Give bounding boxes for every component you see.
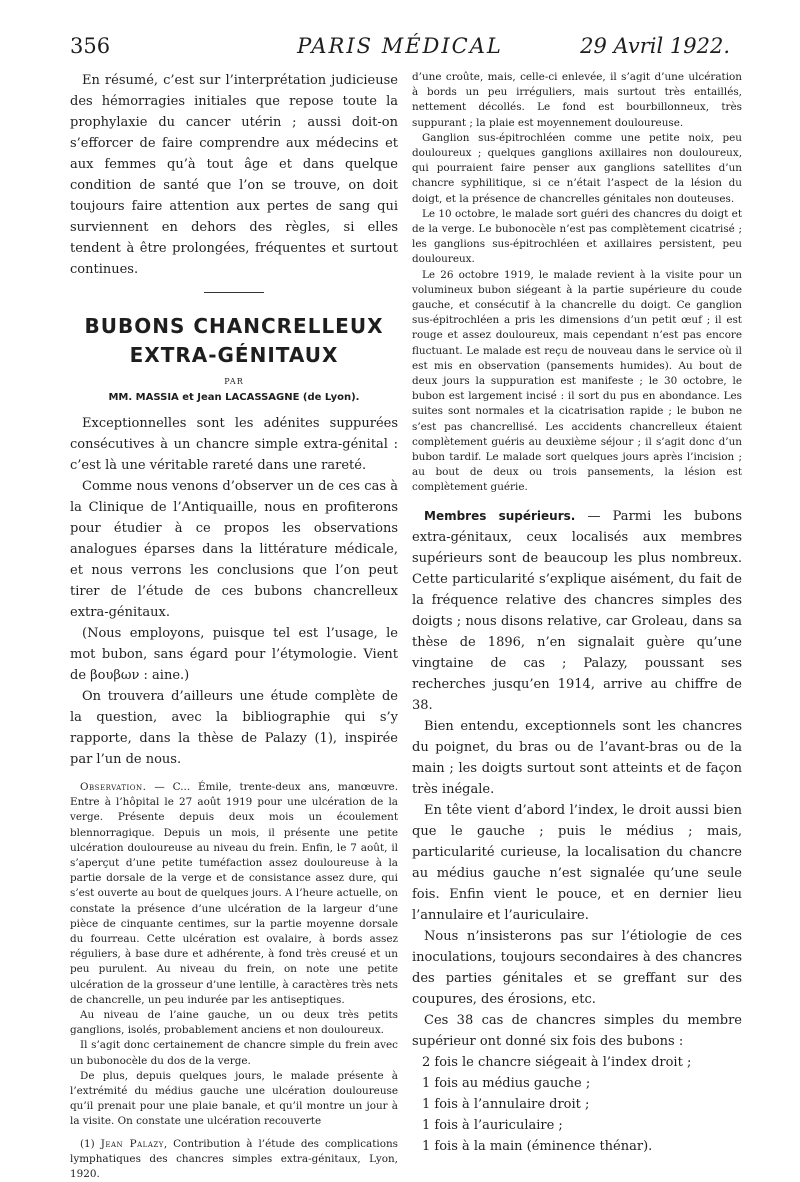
observation-paragraph [70, 780, 398, 1008]
list-item: 2 fois le chancre siégeait à l’index droit ; [422, 1054, 692, 1070]
observation-paragraph: De plus, depuis quelques jours, le malade présente à l’extrémité du médius gauche une ulcération douloureuse qu’il prenait pour une plaie banale, et qu’il montre un jour à la visite. On constate une ulcération recouverte [70, 1069, 398, 1128]
observation-label: Observation. [80, 781, 147, 793]
section-heading: Membres supérieurs. [424, 508, 576, 523]
observation-paragraph: Le 10 octobre, le malade sort guéri des chancres du doigt et de la verge. Le bubonocèle n’est pas complètement cicatrisé ; les ganglions sus-épitrochléen et axillaires persistent, peu douloureux. [412, 207, 742, 266]
article-title-line-1: BUBONS CHANCRELLEUX [84, 314, 384, 338]
right-column [412, 70, 742, 1157]
body-paragraph: Bien entendu, exceptionnels sont les chancres du poignet, du bras ou de l’avant-bras ou de la main ; les doigts surtout sont atteints et de façon très inégale. [412, 718, 742, 797]
footnote [70, 1137, 398, 1182]
journal-title: PARIS MÉDICAL [297, 34, 503, 58]
bubon-case-list [412, 1052, 742, 1157]
page-header [0, 34, 800, 70]
article-title-line-2: EXTRA-GÉNITAUX [129, 343, 339, 367]
footnote-author: Jean Palazy [100, 1137, 164, 1150]
intro-paragraph: En résumé, c’est sur l’interprétation judicieuse des hémorragies initiales que repose toute la prophylaxie du cancer utérin ; aussi doit-on s’efforcer de faire comprendre aux médecins et aux femmes qu’à tout âge et dans quelque condition de santé que l’on se trouve, on doit toujours faire attention aux pertes de sang qui surviennent en dehors des règles, si elles tendent à être prolongées, fréquentes et surtout continues. [70, 73, 398, 277]
body-paragraph: Exceptionnelles sont les adénites suppurées consécutives à un chancre simple extra-génital : c’est là une véritable rareté dans une rareté. [70, 416, 398, 473]
observation-paragraph: Ganglion sus-épitrochléen comme une petite noix, peu douloureux ; quelques ganglions axillaires non douloureux, qui pourraient faire penser aux ganglions satellites d’un chancre syphilitique, si ce n’était l’aspect de la lésion du doigt, et la présence de chancrelles génitales non douteuses. [412, 131, 742, 205]
issue-date: 29 Avril 1922. [580, 34, 730, 58]
article-authors: MM. MASSIA et Jean LACASSAGNE (de Lyon). [108, 392, 360, 403]
footnote-text: , Contribution à l’étude des complications lymphatiques des chancres simples extra-génitaux, Lyon, 1920. [70, 1137, 398, 1181]
observation-paragraph: Au niveau de l’aine gauche, un ou deux très petits ganglions, isolés, probablement anciens et non douloureux. [70, 1009, 398, 1037]
observation-paragraph: Le 26 octobre 1919, le malade revient à la visite pour un volumineux bubon siégeant à la partie supérieure du coude gauche, et consécutif à la chancrelle du doigt. Ce ganglion sus-épitrochléen a pris les dimensions d’un petit œuf ; il est rouge et assez douloureux, mais cependant n’est pas encore fluctuant. Le malade est reçu de nouveau dans le service où il est mis en observation (pansements humides). Au bout de deux jours la suppuration est manifeste ; le 30 octobre, le bubon est largement incisé : il sort du pus en abondance. Les suites sont normales et la cicatrisation rapide ; le bubon ne s’est pas chancrellisé. Les accidents chancrelleux étaient complètement guéris au deuxième séjour ; il s’agit donc d’un bubon tardif. Le malade sort quelques jours après l’incision ; au bout de deux ou trois pansements, la lésion est complètement guérie. [412, 268, 742, 494]
byline-par: PAR [224, 377, 244, 386]
list-item: 1 fois à la main (éminence thénar). [422, 1138, 653, 1154]
section-paragraph [412, 506, 742, 716]
left-column [70, 70, 398, 1182]
body-paragraph: On trouvera d’ailleurs une étude complète de la question, avec la bibliographie qui s’y rapporte, dans la thèse de Palazy (1), inspirée par l’un de nous. [70, 689, 398, 767]
observation-text: — C... Émile, trente-deux ans, manœuvre. Entre à l’hôpital le 27 août 1919 pour une ulcération de la verge. Présente depuis deux mois un écoulement blennorragique. Depuis un mois, il présente une petite ulcération douloureuse au niveau du frein. Enfin, le 7 août, il s’aperçut d’une petite tuméfaction assez douloureuse à la partie dorsale de la verge et de consistance assez dure, qui s’est ouverte au bout de quelques jours. A l’heure actuelle, on constate la présence d’une ulcération de la largeur d’une pièce de cinquante centimes, sur la partie moyenne dorsale du fourreau. Cette ulcération est ovalaire, à bords assez réguliers, à base dure et adhérente, à fond très creusé et un peu purulent. Au niveau du frein, on note une petite ulcération de la grosseur d’une lentille, à caractères très nets de chancrelle, un peu indurée par les antiseptiques. [70, 781, 398, 1006]
list-item: 1 fois à l’annulaire droit ; [422, 1096, 590, 1112]
body-paragraph: (Nous employons, puisque tel est l’usage, le mot bubon, sans égard pour l’étymologie. Vient de βουβων : aine.) [70, 626, 398, 683]
page-number: 356 [70, 34, 111, 58]
section-text: — Parmi les bubons extra-génitaux, ceux localisés aux membres supérieurs sont de beaucoup les plus nombreux. Cette particularité s’explique aisément, du fait de la fréquence relative des chancres simples des doigts ; nous disons relative, car Groleau, dans sa thèse de 1896, n’en signalait guère qu’une vingtaine de cas ; Palazy, poussant ses recherches jusqu’en 1914, arrive au chiffre de 38. [412, 508, 742, 713]
body-paragraph: En tête vient d’abord l’index, le droit aussi bien que le gauche ; puis le médius ; mais, particularité curieuse, la localisation du chancre au médius gauche n’est signalée qu’une seule fois. Enfin vient le pouce, et en dernier lieu l’annulaire et l’auriculaire. [412, 802, 742, 923]
footnote-mark: (1) [80, 1137, 101, 1150]
body-paragraph: Nous n’insisterons pas sur l’étiologie de ces inoculations, toujours secondaires à des chancres des parties génitales et se greffant sur des coupures, des érosions, etc. [412, 928, 742, 1007]
body-paragraph: Comme nous venons d’observer un de ces cas à la Clinique de l’Antiquaille, nous en profiterons pour étudier à ce propos les observations analogues éparses dans la littérature médicale, et nous verrons les conclusions que l’on peut tirer de l’étude de ces bubons chancrelleux extra-génitaux. [70, 479, 398, 620]
list-item: 1 fois au médius gauche ; [422, 1075, 591, 1091]
observation-paragraph: Il s’agit donc certainement de chancre simple du frein avec un bubonocèle du dos de la verge. [70, 1039, 398, 1067]
section-divider [204, 292, 264, 293]
body-paragraph: Ces 38 cas de chancres simples du membre supérieur ont donné six fois des bubons : [412, 1012, 742, 1049]
observation-paragraph: d’une croûte, mais, celle-ci enlevée, il s’agit d’une ulcération à bords un peu irréguliers, mais surtout très entaillés, nettement décollés. Le fond est bourbillonneux, très suppurant ; la plaie est moyennement douloureuse. [412, 71, 742, 129]
list-item: 1 fois à l’auriculaire ; [422, 1117, 563, 1133]
